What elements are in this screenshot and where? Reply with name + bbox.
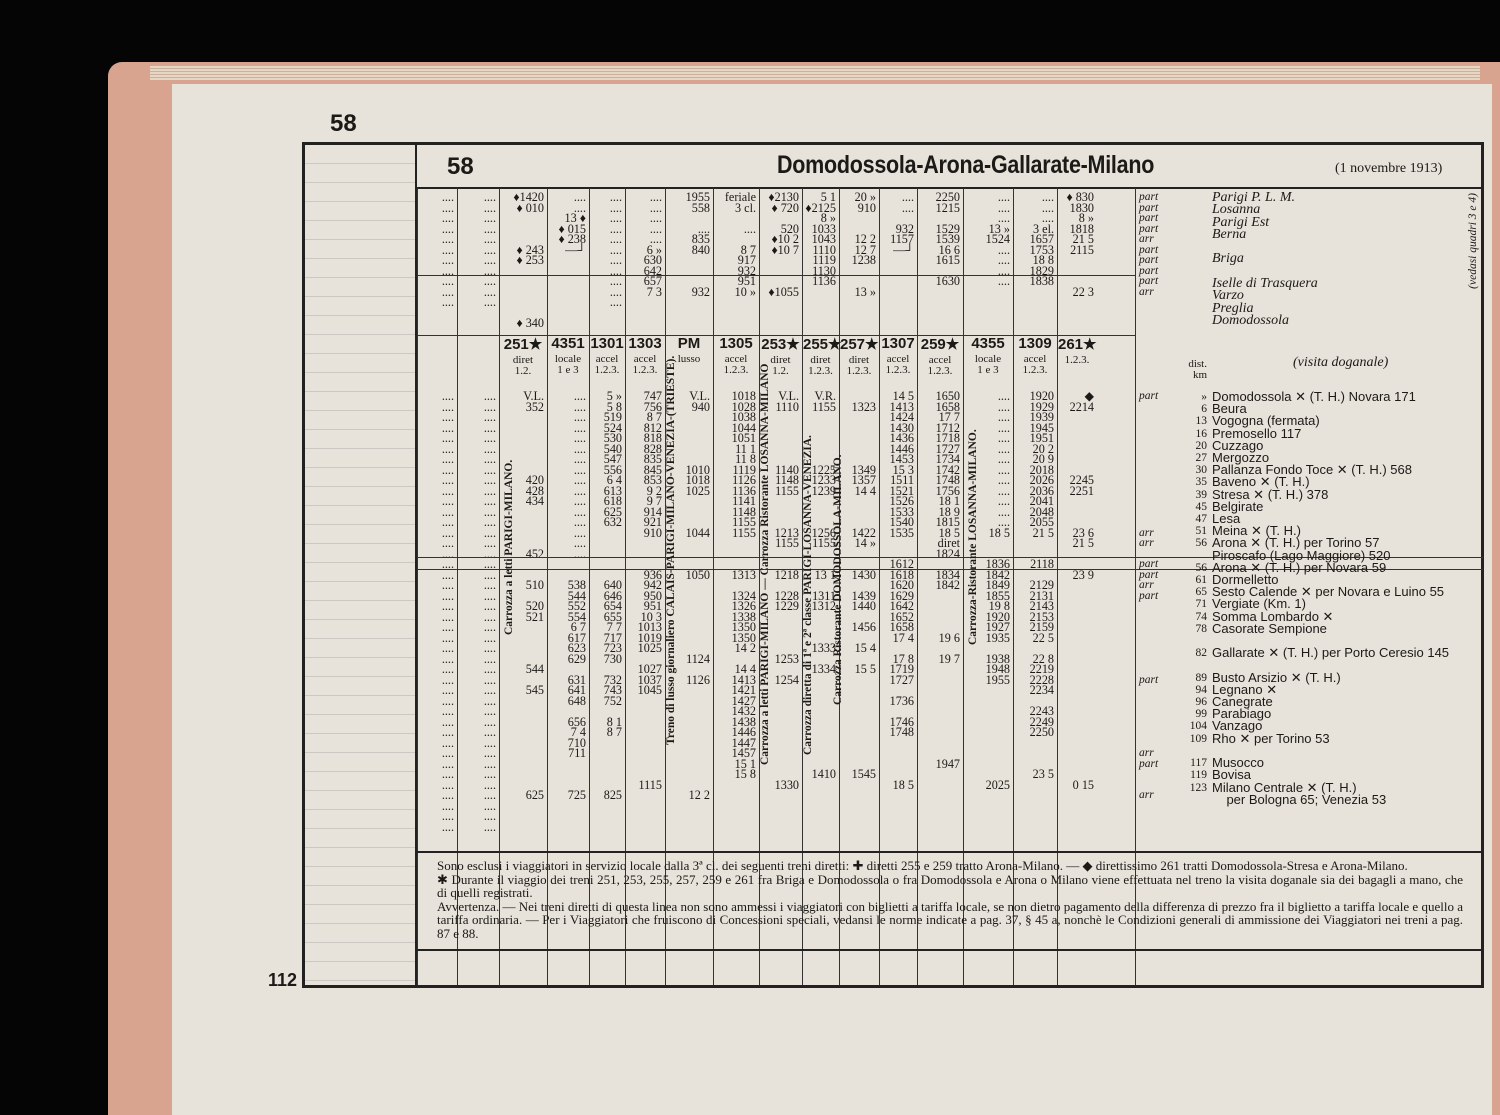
train-times-lower: V.L. 352 420 428 434 452 510 520 521 544 545 625 <box>523 389 544 802</box>
footnote-avvertenza: Avvertenza. — Nei treni diretti di questa linea non sono ammessi i viaggiatori con biglietti a tariffa locale, se non dietro pagamento della differenza di prezzo fra il biglietto a tariffa locale e quello a tariffa ordinaria. — Per i Viaggiatori che fruiscono di Concessioni speciali, vedansi le norme indicate a pag. 37, § 45 a, nonchè le Condizioni generali di ammissione dei Viaggiatori nei treni a pag. 87 e 88. <box>437 898 1463 941</box>
train-number: PM <box>677 335 701 352</box>
page-edges <box>150 66 1480 80</box>
note-luxury-train: Treno di lusso giornaliero CALAIS-PARIGI-MILANO-VENEZIA-(TRIESTE). <box>665 355 677 745</box>
arrival-departure-low: part arr arr part part arr part part arr part arr <box>1139 390 1159 801</box>
visita-doganale: (visita doganale) <box>1293 355 1389 370</box>
arrival-departure-top: part part part part arr part part part part arr <box>1139 191 1159 298</box>
train-number: 257★ <box>840 336 879 353</box>
train-header <box>964 335 1012 376</box>
train-class: locale 1 e 3 <box>554 353 582 376</box>
train-number: 4351 <box>551 335 585 352</box>
train-class: accel 1.2.3. <box>632 353 658 376</box>
train-times-lower: ◆ 2214 2245 2251 23 6 21 5 23 9 0 15 <box>1069 389 1094 792</box>
train-times-upper: .... .... 932 1157 —┘ <box>890 190 914 257</box>
book-page-number: 58 <box>330 110 357 137</box>
rule-train-header <box>417 335 1135 336</box>
train-times-upper: .... .... .... .... .... .... .... .... .... .... .... <box>609 190 622 309</box>
train-times-lower: .... .... .... .... .... .... .... .... .... .... .... .... .... .... .... .... .... .... .... .... .... .... .... .... .... .... .... .... .... .... .... .... .... .... .... .... .... .... .... .... .... .... <box>483 389 496 834</box>
train-class: accel 1.2.3. <box>1022 353 1048 376</box>
train-times-lower: 1018 1028 1038 1044 1051 11 1 11 8 1119 1126 1136 1141 1148 1155 1155 1313 1324 1326 1338 1350 1350 14 2 14 4 1413 1421 1427 1432 1438 1446 1447 1457 15 1 15 8 <box>731 389 756 781</box>
table-number: 58 <box>447 153 474 180</box>
page-title: Domodossola-Arona-Gallarate-Milano <box>777 151 1155 179</box>
train-class: accel 1.2.3. <box>927 354 953 377</box>
train-times-upper: .... .... .... .... .... 6 » 630 642 657 7 3 <box>643 190 662 299</box>
train-times-lower: 1323 1349 1357 14 4 1422 14 » 1430 1439 1440 1456 15 4 15 5 1545 <box>851 399 876 781</box>
train-class: diret 1.2. <box>512 354 534 377</box>
train-times-lower: 747 756 8 7 812 818 828 835 845 853 9 2 9 7 914 921 910 936 942 950 951 10 3 1013 1019 1025 1027 1037 1045 1115 <box>637 389 662 792</box>
train-number: 1305 <box>719 335 753 352</box>
note-sleeping-restaurant-car: Carrozza a letti PARIGI-MILANO — Carrozza Ristorante LOSANNA-MILANO <box>759 363 771 765</box>
train-class: accel 1.2.3. <box>594 353 620 376</box>
train-header <box>500 335 546 377</box>
note-sleeping-car-paris-milan: Carrozza a letti PARIGI-MILANO. <box>503 459 515 635</box>
train-times-lower: .... .... .... .... .... .... .... .... .... .... .... .... .... .... .... .... .... .... .... .... .... .... .... .... .... .... .... .... .... .... .... .... .... .... .... .... .... .... .... .... .... .... <box>441 389 454 834</box>
train-times-upper: 5 1 ♦2125 8 » 1033 1043 1110 1119 1130 1136 <box>805 190 836 288</box>
train-times-upper: .... .... 13 ♦ ♦ 015 ♦ 238 —┘ <box>558 190 586 257</box>
timetable <box>415 145 1483 985</box>
train-header <box>880 335 916 376</box>
train-header <box>1058 335 1096 366</box>
stations-upper: Parigi P. L. M. Losanna Parigi Est Berna Briga Iselle di Trasquera Varzo Preglia Domodossola <box>1212 190 1318 328</box>
train-times-lower: 1650 1658 17 7 1712 1718 1727 1734 1742 1748 1756 18 1 18 9 1815 18 5 diret 1824 1834 1842 19 6 19 7 1947 <box>935 389 960 771</box>
note-through-carriage: Carrozza diretta di 1ª e 2ª classe PARIGI-LOSANNA-VENEZIA. <box>802 435 814 755</box>
train-class: locale 1 e 3 <box>974 353 1002 376</box>
train-number: 1307 <box>881 335 915 352</box>
train-number: 4355 <box>971 335 1005 352</box>
train-number: 1301 <box>590 335 624 352</box>
train-times-upper: ♦2130 ♦ 720 520 ♦10 2 ♦10 7 ♦1055 <box>768 190 799 299</box>
note-restaurant-losanna: Carrozza-Ristorante LOSANNA-MILANO. <box>967 429 979 645</box>
bleed-through-area <box>305 145 415 985</box>
train-header <box>548 335 588 376</box>
distance-km: » 6 13 16 20 27 30 35 39 45 47 51 56 56 61 65 71 74 78 82 89 94 96 99 104 109 117 119 123 <box>1189 391 1207 794</box>
train-number: 259★ <box>920 336 960 353</box>
train-times-upper: .... .... .... .... .... .... .... .... .... .... .... <box>483 190 496 309</box>
rule-top-section <box>417 275 1135 276</box>
train-number: 1303 <box>628 335 662 352</box>
footnote-excluded-travellers: Sono esclusi i viaggiatori in servizio locale dalla 3ª cl. dei seguenti treni diretti: ✚ diretti 255 e 259 tratto Arona-Milano. — ◆ direttissimo 261 tratti Domodossola-Stresa e Arona-Milano. <box>437 858 1408 873</box>
train-class: 1.2.3. <box>1064 354 1090 366</box>
train-class: accel 1.2.3. <box>723 353 749 376</box>
train-times-lower: 5 » 5 8 519 524 530 540 547 556 6 4 613 618 625 632 640 646 654 655 7 7 717 723 730 732 743 752 8 1 8 7 825 <box>603 389 622 802</box>
train-times-upper: feriale 3 cl. .... 8 7 917 932 951 10 » <box>724 190 756 299</box>
train-class: diret 1.2.3. <box>846 354 872 377</box>
footnotes <box>417 851 1483 951</box>
train-times-lower: V.L. 940 1010 1018 1025 1044 1050 1124 1126 12 2 <box>685 389 710 802</box>
train-number: 1309 <box>1018 335 1052 352</box>
edition-date: (1 novembre 1913) <box>1335 161 1443 176</box>
train-times-upper: 20 » 910 12 2 12 7 1238 13 » <box>851 190 876 299</box>
train-times-lower: V.L. 1110 1140 1148 1155 1213 1155 1218 1228 1229 1253 1254 1330 <box>774 389 799 792</box>
train-times-lower: 14 5 1413 1424 1430 1436 1446 1453 15 3 1511 1521 1526 1533 1540 1535 1612 1618 1620 1629 1642 1652 1658 17 4 17 8 1719 1727 1736 1746 1748 18 5 <box>889 389 914 792</box>
stations-lower: Domodossola ✕ (T. H.) Novara 171 Beura Vogogna (fermata) Premosello 117 Cuzzago Mergozzo Pallanza Fondo Toce ✕ (T. H.) 568 Baveno ✕ (T. H.) Stresa ✕ (T. H.) 378 Belgirate Lesa Meina ✕ (T. H.) Arona ✕ (T. H.) per Torino 57 Piroscafo (Lago Maggiore) 520 Arona ✕ (T. H.) per Novara 59 Dormelletto Sesto Calende ✕ per Novara e Luino 55 Vergiate (Km. 1) Somma Lombardo ✕ Casorate Sempione Gallarate ✕ (T. H.) per Porto Ceresio 145 Busto Arsizio ✕ (T. H.) Legnano ✕ Canegrate Parabiago Vanzago Rho ✕ per Torino 53 Musocco Bovisa Milano Centrale ✕ (T. H.) per Bologna 65; Venezia 53 <box>1212 389 1450 807</box>
train-header <box>918 335 962 377</box>
train-times-upper: .... .... .... 3 el. 1657 1753 18 8 1829 1838 <box>1029 190 1054 288</box>
note-restaurant-domodossola: Carrozza Ristorante DOMODOSSOLA-MILANO. <box>832 454 844 705</box>
footnote-customs: ✱ Durante il viaggio dei treni 251, 253, 255, 257, 259 e 261 fra Briga e Domodossola o fra Domodossola e Arona o Milano viene effettuata nel treno la visita doganale sia dei bagagli a mano, che di quelli registrati. <box>437 871 1463 900</box>
train-header <box>590 335 624 376</box>
train-header <box>626 335 664 376</box>
vedasi-note: (vedasi quadri 3 e 4) <box>1467 193 1479 289</box>
train-number: 251★ <box>503 336 543 353</box>
timetable-header <box>417 145 1483 189</box>
train-times-lower: V.R. 1155 1225 1233 1239 1256 1155 13 1 1311 1312 1333 1334 1410 <box>811 389 836 781</box>
train-class: lusso <box>677 353 701 365</box>
train-header <box>714 335 758 376</box>
train-class: diret 1.2. <box>770 354 791 377</box>
train-number: 253★ <box>761 336 800 353</box>
train-times-lower: 1920 1929 1939 1945 1951 20 2 20 9 2018 2026 2036 2041 2048 2055 21 5 2118 2129 2131 2143 2153 2159 22 5 22 8 2219 2228 2234 2243 2249 2250 23 5 <box>1029 389 1054 781</box>
train-times-upper: .... .... .... 13 » 1524 .... .... .... .... <box>985 190 1010 288</box>
train-times-upper: 1955 558 .... 835 840 932 <box>685 190 710 299</box>
train-times-upper: 2250 1215 1529 1539 16 6 1615 1630 <box>935 190 960 288</box>
train-times-upper: ♦1420 ♦ 010 ♦ 243 ♦ 253 ♦ 340 <box>513 190 544 330</box>
distance-header: dist. km <box>1188 358 1207 381</box>
train-times-upper: ♦ 830 1830 8 » 1818 21 5 2115 22 3 <box>1066 190 1094 299</box>
train-times-lower: .... .... .... .... .... .... .... .... .... .... .... .... .... 18 5 1836 1842 1849 1855 19 8 1920 1927 1935 1938 1948 1955 2025 <box>985 389 1010 792</box>
train-class: diret 1.2.3. <box>808 354 833 377</box>
train-header <box>1014 335 1056 376</box>
train-header <box>840 335 878 377</box>
train-times-upper: .... .... .... .... .... .... .... .... .... .... .... <box>441 190 454 309</box>
train-number: 255★ <box>803 336 842 353</box>
train-number: 261★ <box>1058 336 1097 353</box>
left-page-number: 112 <box>268 970 298 990</box>
train-times-lower: .... .... .... .... .... .... .... .... .... .... .... .... .... .... .... .... 538 544 552 554 6 7 617 623 629 631 641 648 656 7 4 710 711 725 <box>567 389 586 802</box>
train-class: accel 1.2.3. <box>885 353 911 376</box>
